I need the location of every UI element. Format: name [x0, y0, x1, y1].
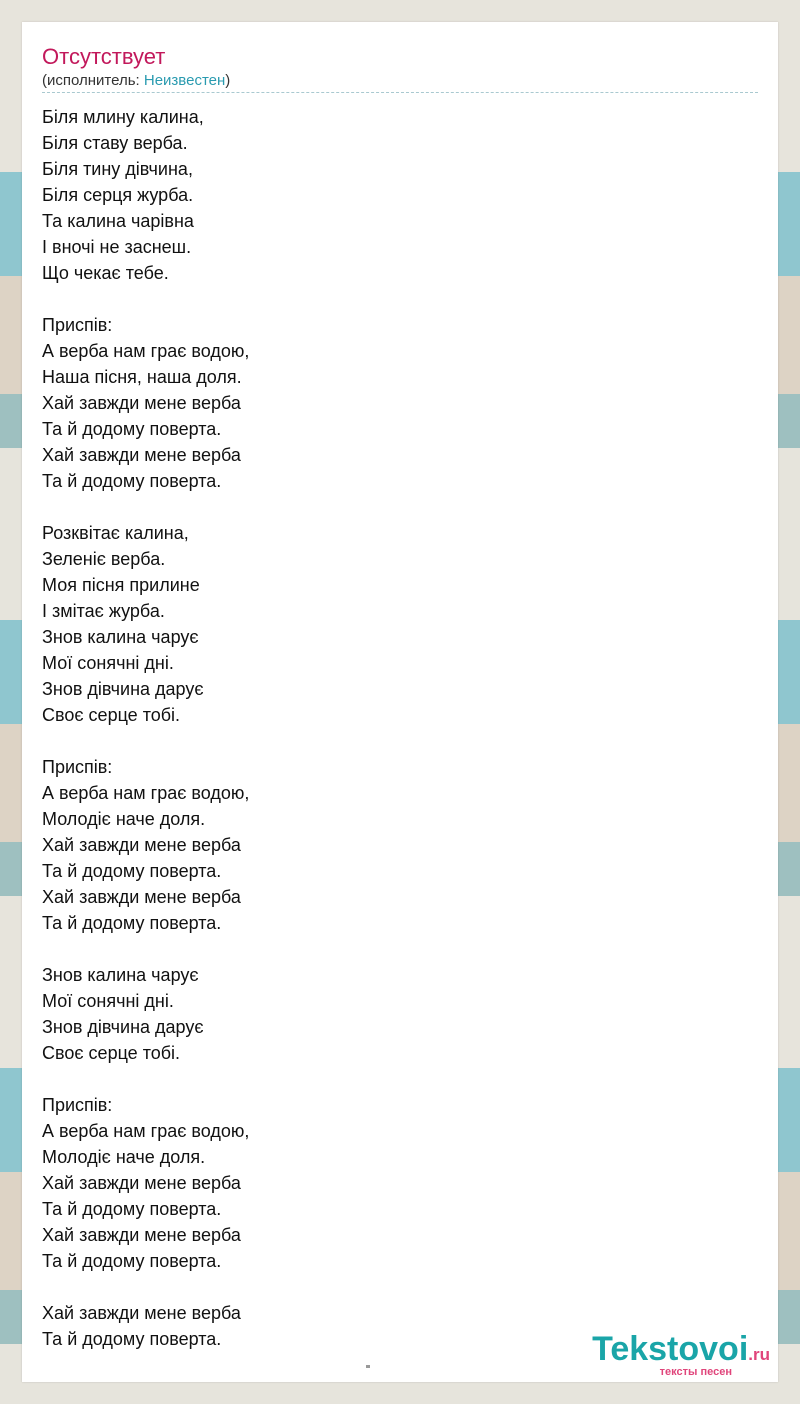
lyric-blank-line	[42, 1274, 742, 1300]
lyric-blank-line	[42, 936, 742, 962]
lyric-line: Знов дівчина дарує	[42, 1017, 204, 1037]
lyric-line: Та й додому поверта.	[42, 861, 222, 881]
lyric-line: Біля млину калина,	[42, 107, 204, 127]
lyric-line: І змітає журба.	[42, 601, 165, 621]
lyric-line: Мої сонячні дні.	[42, 991, 174, 1011]
lyric-line: Знов дівчина дарує	[42, 679, 204, 699]
song-title: Отсутствует	[42, 44, 166, 69]
lyric-line: Зеленіє верба.	[42, 549, 166, 569]
lyrics-card	[22, 22, 778, 1382]
lyric-line: Хай завжди мене верба	[42, 393, 241, 413]
lyric-line: Біля серця журба.	[42, 185, 194, 205]
lyric-line: Молодіє наче доля.	[42, 809, 206, 829]
lyric-line: Знов калина чарує	[42, 965, 199, 985]
lyric-blank-line	[42, 494, 742, 520]
lyric-line: Та й додому поверта.	[42, 913, 222, 933]
lyric-line: Хай завжди мене верба	[42, 445, 241, 465]
lyric-line: Та й додому поверта.	[42, 1251, 222, 1271]
lyric-blank-line	[42, 1066, 742, 1092]
lyric-line: І вночі не заснеш.	[42, 237, 192, 257]
lyric-line: Своє серце тобі.	[42, 1043, 181, 1063]
logo-wordmark: Tekstovoi	[592, 1330, 749, 1368]
lyric-line: А верба нам грає водою,	[42, 341, 250, 361]
lyric-blank-line	[42, 728, 742, 754]
lyric-line: Та калина чарівна	[42, 211, 194, 231]
decorative-mark	[366, 1365, 370, 1368]
artist-prefix: (исполнитель:	[42, 72, 144, 89]
lyric-line: Знов калина чарує	[42, 627, 199, 647]
lyric-line: Біля ставу верба.	[42, 133, 188, 153]
lyric-line: Приспів:	[42, 1095, 113, 1115]
lyric-line: Біля тину дівчина,	[42, 159, 193, 179]
lyric-line: Та й додому поверта.	[42, 1199, 222, 1219]
lyric-line: Хай завжди мене верба	[42, 1173, 241, 1193]
logo-tld: .ru	[748, 1345, 770, 1364]
artist-line	[42, 72, 230, 90]
title-divider	[42, 92, 758, 93]
lyric-line: А верба нам грає водою,	[42, 1121, 250, 1141]
logo-subtitle: тексты песен	[659, 1366, 732, 1378]
artist-link[interactable]: Неизвестен	[143, 72, 226, 89]
lyric-line: Та й додому поверта.	[42, 471, 222, 491]
lyric-line: Що чекає тебе.	[42, 263, 169, 283]
lyric-line: Своє серце тобі.	[42, 705, 181, 725]
lyric-blank-line	[42, 286, 742, 312]
artist-suffix: )	[225, 72, 231, 89]
lyrics-text	[42, 104, 742, 1352]
lyric-line: Наша пісня, наша доля.	[42, 367, 242, 387]
lyric-line: Хай завжди мене верба	[42, 887, 241, 907]
lyric-line: Розквітає калина,	[42, 523, 189, 543]
lyric-line: Та й додому поверта.	[42, 419, 222, 439]
lyric-line: Хай завжди мене верба	[42, 835, 241, 855]
lyric-line: Та й додому поверта.	[42, 1329, 222, 1349]
lyric-line: Мої сонячні дні.	[42, 653, 174, 673]
lyric-line: Хай завжди мене верба	[42, 1303, 241, 1323]
lyric-line: Хай завжди мене верба	[42, 1225, 241, 1245]
site-logo[interactable]	[592, 1332, 770, 1378]
lyric-line: Моя пісня прилине	[42, 575, 200, 595]
lyric-line: Молодіє наче доля.	[42, 1147, 206, 1167]
lyric-line: Приспів:	[42, 757, 113, 777]
lyric-line: Приспів:	[42, 315, 113, 335]
lyric-line: А верба нам грає водою,	[42, 783, 250, 803]
